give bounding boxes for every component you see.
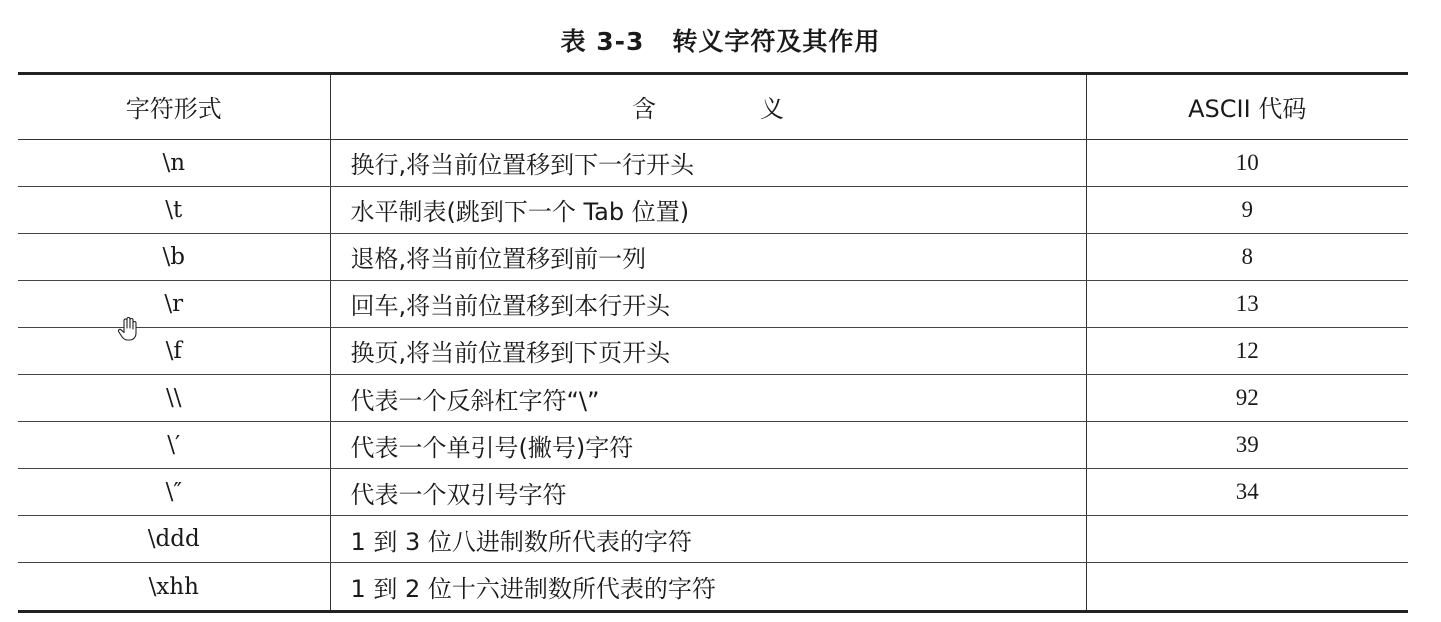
table-row bbox=[18, 280, 1408, 327]
char-form-cell: \t bbox=[18, 186, 330, 233]
char-form-cell: \f bbox=[18, 327, 330, 374]
table-row bbox=[18, 422, 1408, 469]
meaning-cell: 水平制表(跳到下一个 Tab 位置) bbox=[330, 186, 1086, 233]
ascii-code-cell: 34 bbox=[1086, 469, 1408, 516]
table-header-row bbox=[18, 75, 1408, 139]
ascii-code-cell: 8 bbox=[1086, 233, 1408, 280]
table bbox=[18, 75, 1408, 610]
ascii-code-cell: 39 bbox=[1086, 422, 1408, 469]
ascii-code-cell bbox=[1086, 563, 1408, 610]
table-title: 转义字符及其作用 bbox=[672, 27, 881, 56]
hand-pointer-icon bbox=[117, 317, 139, 343]
ascii-code-cell: 12 bbox=[1086, 327, 1408, 374]
table-row bbox=[18, 233, 1408, 280]
table-row bbox=[18, 374, 1408, 421]
table-row bbox=[18, 186, 1408, 233]
char-form-cell: \′ bbox=[18, 422, 330, 469]
char-form-cell: \n bbox=[18, 139, 330, 186]
meaning-cell: 1 到 3 位八进制数所代表的字符 bbox=[330, 516, 1086, 563]
ascii-code-cell bbox=[1086, 516, 1408, 563]
table-number: 表 3-3 bbox=[560, 27, 645, 56]
table-row bbox=[18, 327, 1408, 374]
meaning-cell: 换行,将当前位置移到下一行开头 bbox=[330, 139, 1086, 186]
table-row bbox=[18, 469, 1408, 516]
table-caption bbox=[0, 22, 1441, 58]
char-form-cell: \b bbox=[18, 233, 330, 280]
meaning-cell: 代表一个单引号(撇号)字符 bbox=[330, 422, 1086, 469]
ascii-code-cell: 92 bbox=[1086, 374, 1408, 421]
table-row bbox=[18, 139, 1408, 186]
header-meaning: 含 义 bbox=[330, 75, 1086, 139]
header-ascii-code: ASCII 代码 bbox=[1086, 75, 1408, 139]
ascii-code-cell: 10 bbox=[1086, 139, 1408, 186]
char-form-cell: \ddd bbox=[18, 516, 330, 563]
char-form-cell: \xhh bbox=[148, 573, 199, 600]
ascii-code-cell: 9 bbox=[1086, 186, 1408, 233]
char-form-cell: \\ bbox=[18, 374, 330, 421]
escape-char-table bbox=[18, 72, 1408, 613]
char-form-cell: \″ bbox=[18, 469, 330, 516]
table-row bbox=[18, 516, 1408, 563]
meaning-cell: 退格,将当前位置移到前一列 bbox=[330, 233, 1086, 280]
meaning-cell: 回车,将当前位置移到本行开头 bbox=[330, 280, 1086, 327]
table-row bbox=[18, 563, 1408, 610]
char-form-cell: \r bbox=[18, 280, 330, 327]
ascii-code-cell: 13 bbox=[1086, 280, 1408, 327]
meaning-cell: 代表一个反斜杠字符“\” bbox=[330, 374, 1086, 421]
meaning-cell: 代表一个双引号字符 bbox=[330, 469, 1086, 516]
header-char-form: 字符形式 bbox=[18, 75, 330, 139]
meaning-cell: 换页,将当前位置移到下页开头 bbox=[330, 327, 1086, 374]
meaning-cell: 1 到 2 位十六进制数所代表的字符 bbox=[330, 563, 1086, 610]
